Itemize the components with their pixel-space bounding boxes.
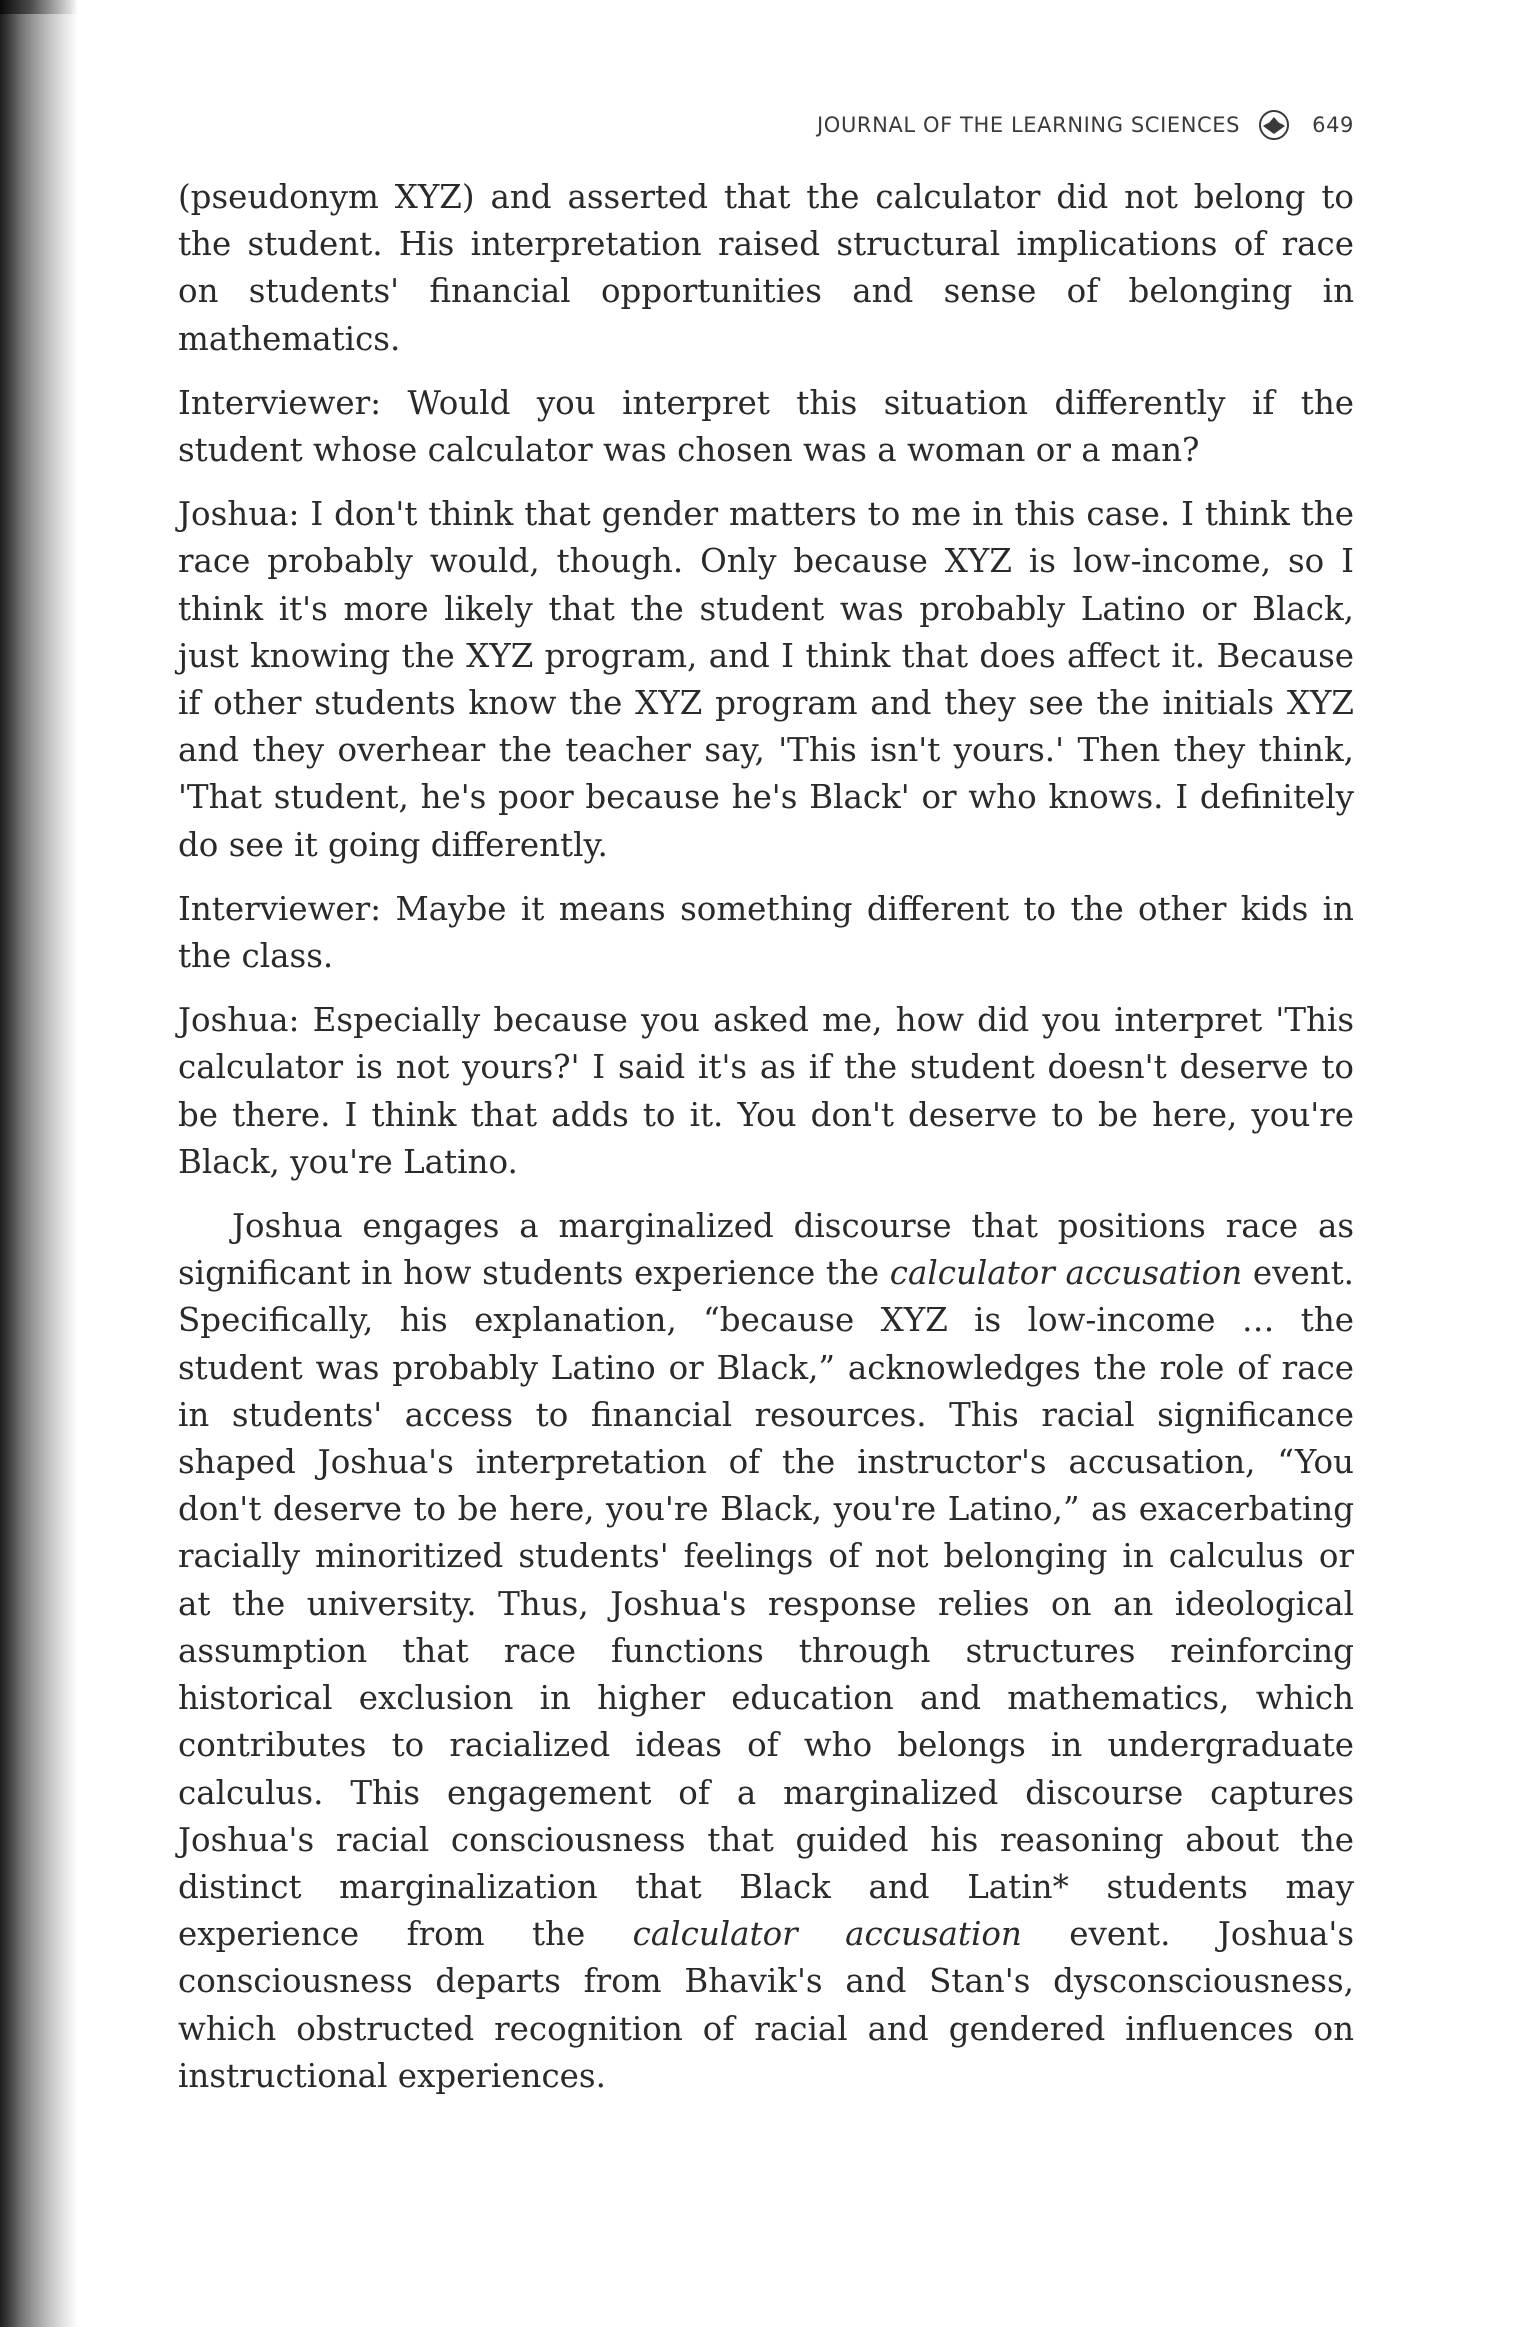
book-spine-shadow bbox=[0, 0, 78, 2327]
interview-turn bbox=[178, 491, 1354, 869]
italic-term: calculator accusation bbox=[632, 1915, 1022, 1954]
analysis-paragraph bbox=[178, 1203, 1354, 2100]
speaker-label: Joshua: bbox=[178, 495, 300, 534]
body-text bbox=[178, 174, 1354, 2100]
speaker-label: Interviewer: bbox=[178, 383, 382, 422]
turn-text: Would you interpret this situation differently if the student whose calculator was chosen was a woman or a man? bbox=[178, 383, 1354, 470]
analysis-text: event. Specifically, his explanation, “because XYZ is low-income … the student was probably Latino or Black,” acknowledges the role of race in students' access to financial resources. This racial significance shaped Joshua's interpretation of the instructor's accusation, “You don't deserve to be here, you're Black, you're Latino,” as exacerbating racially minoritized students' feelings of not belonging in calculus or at the university. Thus, Joshua's response relies on an ideological assumption that race functions through structures reinforcing historical exclusion in higher education and mathematics, which contributes to racialized ideas of who belongs in undergraduate calculus. This engagement of a marginalized discourse captures Joshua's racial consciousness that guided his reasoning about the distinct marginalization that Black and Latin* students may experience from the bbox=[178, 1254, 1355, 1954]
analysis-text: Joshua engages a marginalized discourse that positions race as significant in how students experience the bbox=[178, 1207, 1354, 1293]
speaker-label: Interviewer: bbox=[178, 889, 382, 928]
turn-text: I don't think that gender matters to me in this case. I think the race probably would, though. Only because XYZ is low-income, so I think it's more likely that the student was probably Latino or Black, just knowing the XYZ program, and I think that does affect it. Because if other students know the XYZ program and they see the initials XYZ and they overhear the teacher say, 'This isn't yours.' Then they think, 'That student, he's poor because he's Black' or who knows. I definitely do see it going differently. bbox=[178, 495, 1354, 864]
interview-excerpt bbox=[178, 380, 1354, 1186]
interview-turn bbox=[178, 886, 1354, 980]
italic-term: calculator accusation bbox=[889, 1254, 1243, 1293]
running-head bbox=[178, 98, 1354, 152]
book-spine-edge bbox=[0, 0, 78, 14]
speaker-label: Joshua: bbox=[178, 1001, 300, 1040]
analysis-text: event. Joshua's consciousness departs from Bhavik's and Stan's dysconsciousness, which obstructed recognition of racial and gendered influences on instructional experiences. bbox=[178, 1915, 1354, 2095]
book-page bbox=[178, 98, 1354, 2100]
taylor-francis-logo-icon bbox=[1258, 109, 1290, 141]
intro-paragraph: (pseudonym XYZ) and asserted that the calculator did not belong to the student. His interpretation raised structural implications of race on students' financial opportunities and sense of belonging in mathematics. bbox=[178, 178, 1354, 358]
turn-text: Especially because you asked me, how did you interpret 'This calculator is not yours?' I said it's as if the student doesn't deserve to be there. I think that adds to it. You don't deserve to be here, you're Black, you're Latino. bbox=[178, 1001, 1355, 1181]
turn-text: Maybe it means something different to the other kids in the class. bbox=[178, 889, 1354, 976]
interview-turn bbox=[178, 380, 1354, 474]
page-number: 649 bbox=[1312, 113, 1354, 137]
interview-turn bbox=[178, 997, 1354, 1186]
journal-title: JOURNAL OF THE LEARNING SCIENCES bbox=[817, 113, 1241, 137]
